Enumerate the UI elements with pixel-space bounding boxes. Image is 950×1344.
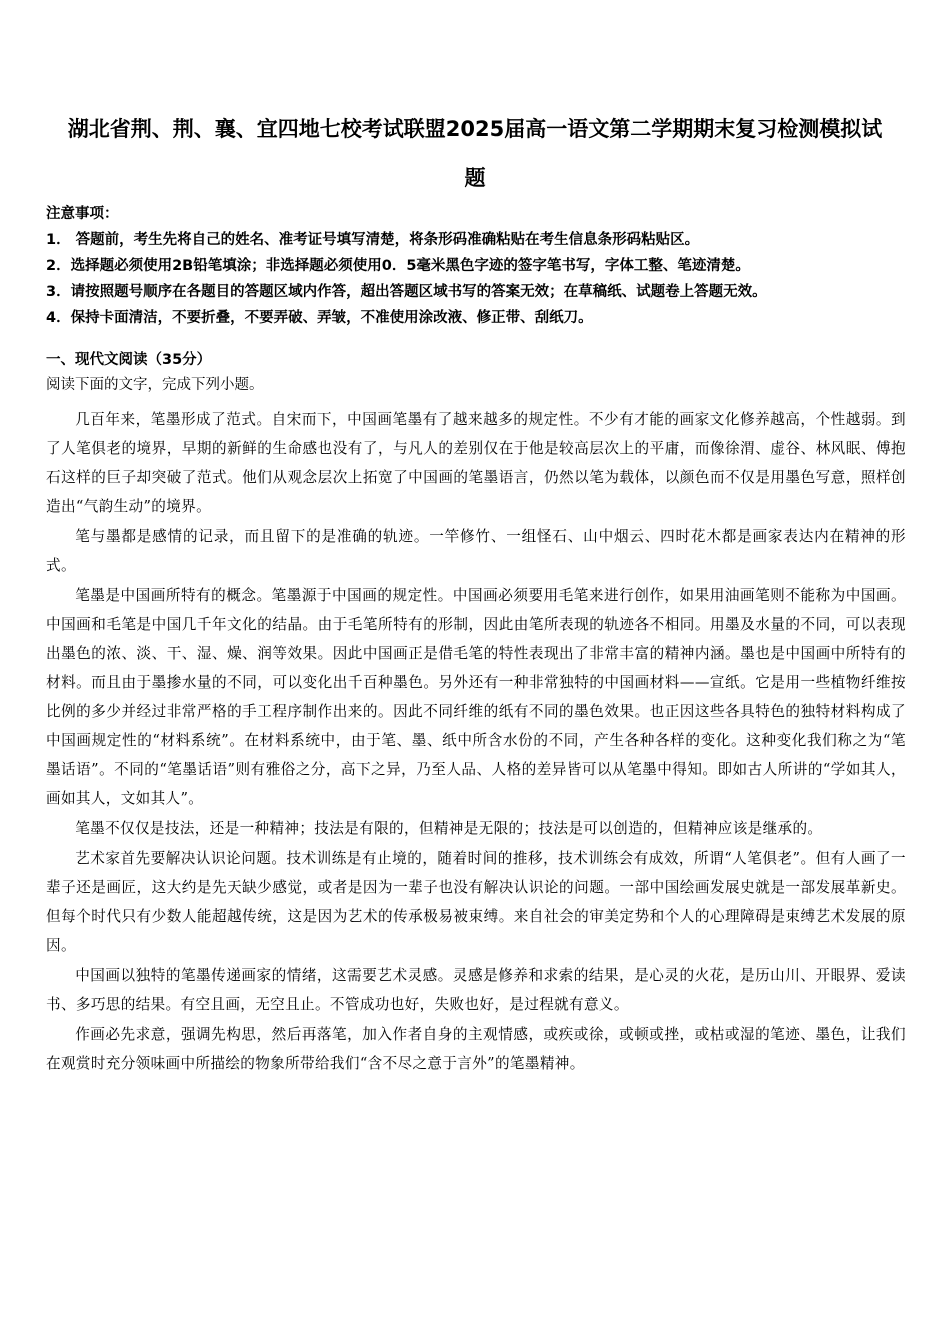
document-title: 湖北省荆、荆、襄、宜四地七校考试联盟2025届高一语文第二学期期末复习检测模拟试 [67, 117, 883, 141]
notice-list [46, 227, 916, 331]
notice-item: 3．请按照题号顺序在各题目的答题区域内作答，超出答题区域书写的答案无效；在草稿纸、试题卷上答题无效。 [46, 284, 767, 300]
passage-paragraph: 艺术家首先要解决认识论问题。技术训练是有止境的，随着时间的推移，技术训练会有成效，所谓“人笔俱老”。但有人画了一辈子还是画匠，这大约是先天缺少感觉，或者是因为一辈子也没有解决认识论的问题。一部中国绘画发展史就是一部发展革新史。但每个时代只有少数人能超越传统，这是因为艺术的传承极易被束缚。来自社会的审美定势和个人的心理障碍是束缚艺术发展的原因。 [46, 850, 906, 954]
notice-heading: 注意事项： [46, 206, 119, 222]
section-heading: 一、现代文阅读（35分） [46, 352, 212, 368]
notice-item: 1． 答题前，考生先将自己的姓名、准考证号填写清楚，将条形码准确粘贴在考生信息条形码粘贴区。 [46, 232, 700, 248]
passage-paragraph: 作画必先求意，强调先构思，然后再落笔，加入作者自身的主观情感，或疾或徐，或顿或挫，或枯或湿的笔迹、墨色，让我们在观赏时充分领味画中所描绘的物象所带给我们“含不尽之意于言外”的笔墨精神。 [46, 1026, 906, 1072]
passage-paragraph: 几百年来，笔墨形成了范式。自宋而下，中国画笔墨有了越来越多的规定性。不少有才能的画家文化修养越高，个性越弱。到了人笔俱老的境界，早期的新鲜的生命感也没有了，与凡人的差别仅在于他是较高层次上的平庸，而像徐渭、虚谷、林风眠、傅抱石这样的巨子却突破了范式。他们从观念层次上拓宽了中国画的笔墨语言，仍然以笔为载体，以颜色而不仅是用墨色写意，照样创造出“气韵生动”的境界。 [46, 411, 906, 515]
passage-paragraph: 中国画以独特的笔墨传递画家的情绪，这需要艺术灵感。灵感是修养和求索的结果，是心灵的火花，是历山川、开眼界、爱读书、多巧思的结果。有空且画，无空且止。不管成功也好，失败也好，是过程就有意义。 [46, 967, 906, 1013]
reading-passage [46, 405, 906, 1079]
document-title-continued: 题 [464, 166, 486, 190]
passage-paragraph: 笔墨是中国画所特有的概念。笔墨源于中国画的规定性。中国画必须要用毛笔来进行创作，如果用油画笔则不能称为中国画。中国画和毛笔是中国几千年文化的结晶。由于毛笔所特有的形制，因此由笔所表现的轨迹各不相同。用墨及水量的不同，可以表现出墨色的浓、淡、干、湿、燥、润等效果。因此中国画正是借毛笔的特性表现出了非常丰富的精神内涵。墨也是中国画中所特有的材料。而且由于墨掺水量的不同，可以变化出千百种墨色。另外还有一种非常独特的中国画材料——宣纸。它是用一些植物纤维按比例的多少并经过非常严格的手工程序制作出来的。因此不同纤维的纸有不同的墨色效果。也正因这些各具特色的独特材料构成了中国画规定性的“材料系统”。在材料系统中，由于笔、墨、纸中所含水份的不同，产生各种各样的变化。这种变化我们称之为“笔墨话语”。不同的“笔墨话语”则有雅俗之分，高下之异，乃至人品、人格的差异皆可以从笔墨中得知。即如古人所讲的“学如其人，画如其人，文如其人”。 [46, 587, 906, 807]
reading-instruction: 阅读下面的文字，完成下列小题。 [46, 377, 264, 393]
passage-paragraph: 笔与墨都是感情的记录，而且留下的是准确的轨迹。一竿修竹、一组怪石、山中烟云、四时花木都是画家表达内在精神的形式。 [46, 528, 906, 574]
notice-item: 2．选择题必须使用2B铅笔填涂；非选择题必须使用0．5毫米黑色字迹的签字笔书写，字体工整、笔迹清楚。 [46, 258, 750, 274]
passage-paragraph: 笔墨不仅仅是技法，还是一种精神；技法是有限的，但精神是无限的；技法是可以创造的，但精神应该是继承的。 [75, 820, 823, 837]
notice-item: 4．保持卡面清洁，不要折叠，不要弄破、弄皱，不准使用涂改液、修正带、刮纸刀。 [46, 310, 593, 326]
